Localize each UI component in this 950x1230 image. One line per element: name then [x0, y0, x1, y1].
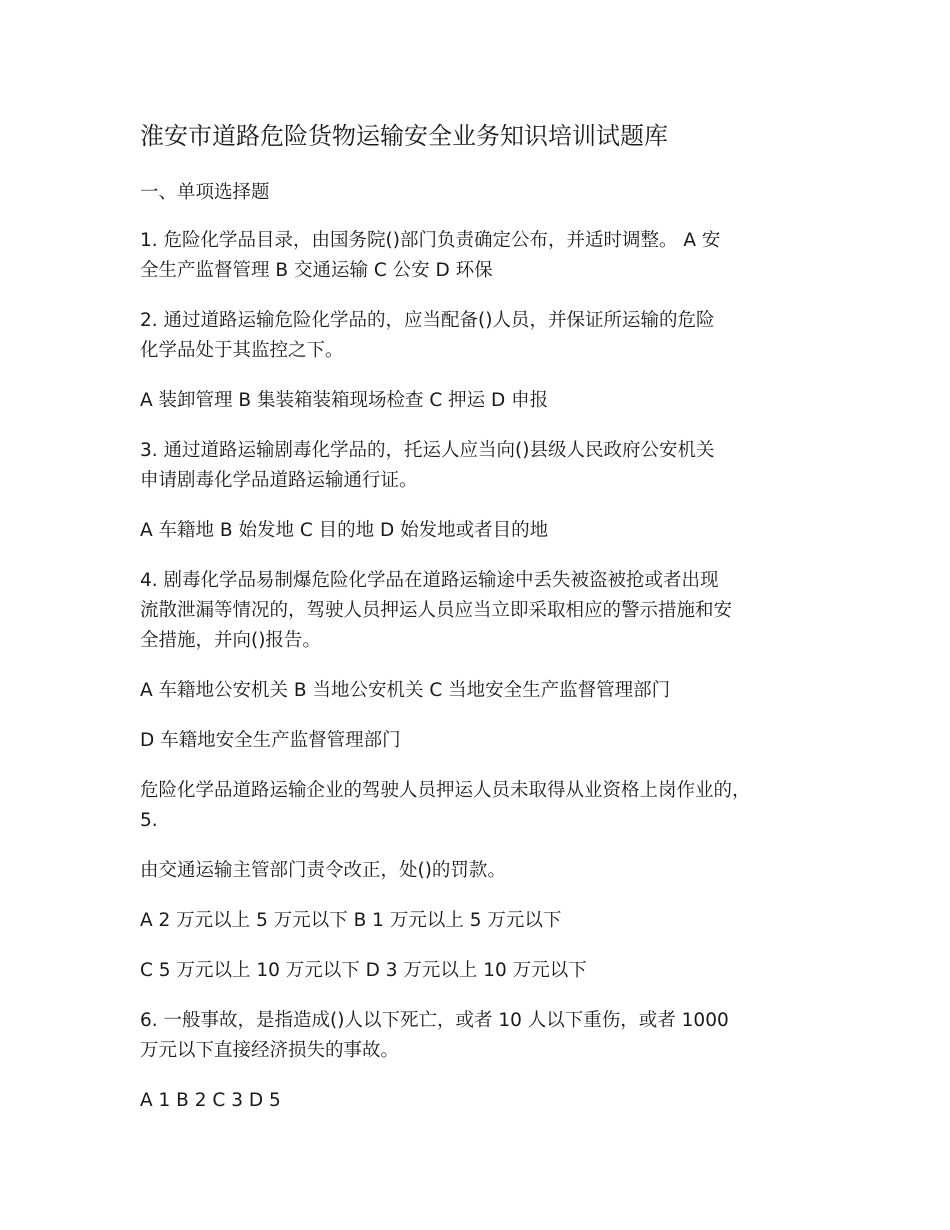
- question-5-options-c-d: [140, 956, 587, 986]
- text-line: 申请剧毒化学品道路运输通行证。: [140, 470, 418, 491]
- section-heading: 一、单项选择题: [140, 182, 270, 203]
- text-line: 万元以下直接经济损失的事故。: [140, 1040, 400, 1061]
- question-3: [140, 436, 714, 496]
- question-5: [140, 776, 751, 836]
- text-line: 全措施，并向()报告。: [140, 630, 321, 651]
- text-line: A 装卸管理 B 集装箱装箱现场检查 C 押运 D 申报: [140, 390, 549, 411]
- text-line: A 车籍地 B 始发地 C 目的地 D 始发地或者目的地: [140, 520, 549, 541]
- document-title: 淮安市道路危险货物运输安全业务知识培训试题库: [140, 122, 668, 150]
- question-5-continued: [140, 856, 506, 886]
- text-line: 1. 危险化学品目录，由国务院()部门负责确定公布，并适时调整。 A 安: [140, 230, 721, 251]
- text-line: D 车籍地安全生产监督管理部门: [140, 730, 401, 751]
- question-6: [140, 1006, 729, 1066]
- text-line: 由交通运输主管部门责令改正，处()的罚款。: [140, 860, 506, 881]
- question-3-options: [140, 516, 548, 546]
- question-5-options-a-b: [140, 906, 561, 936]
- text-line: 3. 通过道路运输剧毒化学品的，托运人应当向()县级人民政府公安机关: [140, 440, 715, 461]
- text-line: 全生产监督管理 B 交通运输 C 公安 D 环保: [140, 260, 493, 281]
- question-4-options-a-c: [140, 676, 670, 706]
- question-2-options: [140, 386, 548, 416]
- text-line: C 5 万元以上 10 万元以下 D 3 万元以上 10 万元以下: [140, 960, 587, 981]
- question-2: [140, 306, 714, 366]
- text-line: 6. 一般事故，是指造成()人以下死亡，或者 10 人以下重伤，或者 1000: [140, 1010, 729, 1031]
- question-4: [140, 566, 732, 656]
- text-line: 5.: [140, 810, 158, 831]
- text-line: 2. 通过道路运输危险化学品的，应当配备()人员，并保证所运输的危险: [140, 310, 715, 331]
- question-6-options: [140, 1086, 281, 1116]
- text-line: 化学品处于其监控之下。: [140, 340, 344, 361]
- text-line: 4. 剧毒化学品易制爆危险化学品在道路运输途中丢失被盗被抢或者出现: [140, 570, 719, 591]
- text-line: A 车籍地公安机关 B 当地公安机关 C 当地安全生产监督管理部门: [140, 680, 671, 701]
- question-4-option-d: [140, 726, 401, 756]
- question-1: [140, 226, 720, 286]
- text-line: A 2 万元以上 5 万元以下 B 1 万元以上 5 万元以下: [140, 910, 562, 931]
- text-line: A 1 B 2 C 3 D 5: [140, 1090, 281, 1111]
- text-line: 危险化学品道路运输企业的驾驶人员押运人员未取得从业资格上岗作业的，: [140, 780, 751, 801]
- text-line: 流散泄漏等情况的，驾驶人员押运人员应当立即采取相应的警示措施和安: [140, 600, 733, 621]
